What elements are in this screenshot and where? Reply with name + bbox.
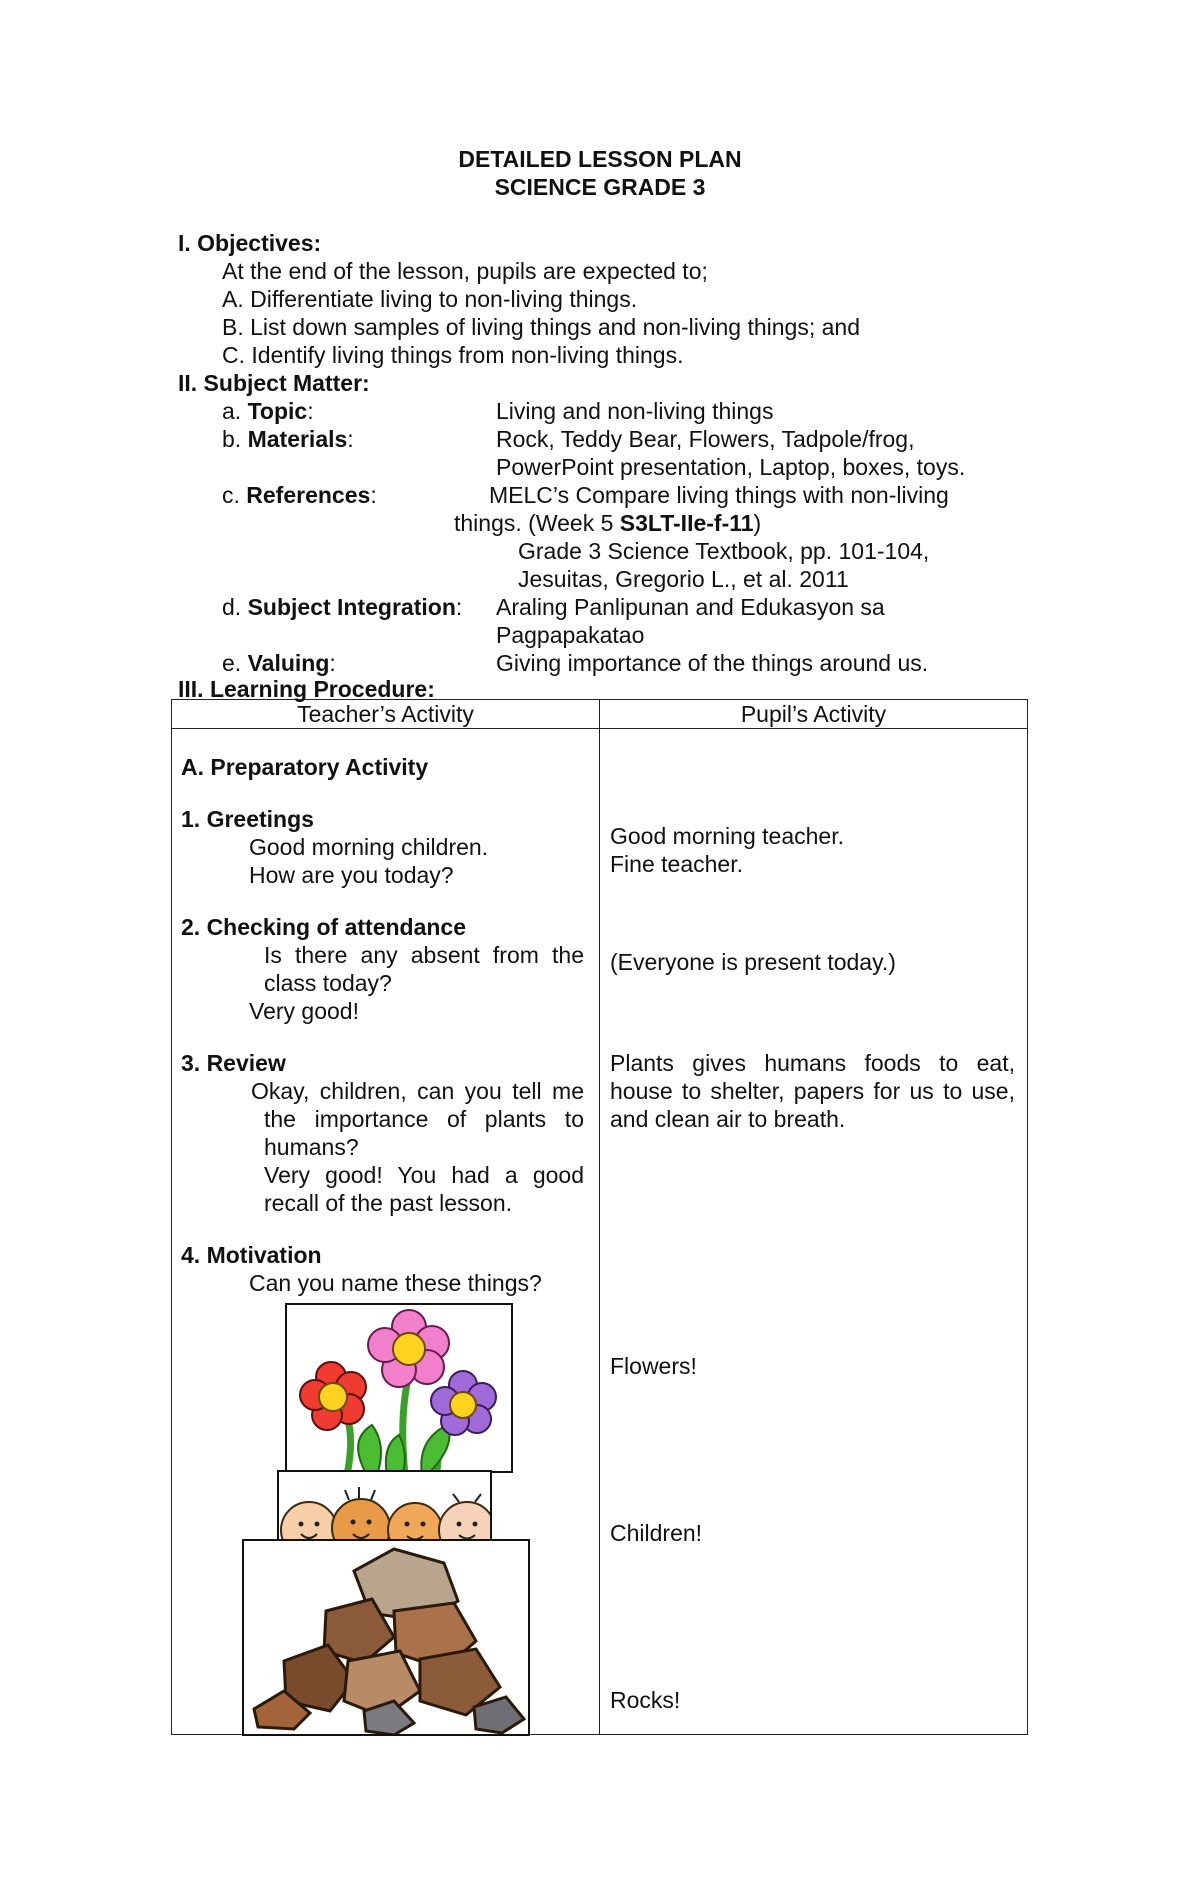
references-value: Jesuitas, Gregorio L., et al. 2011 bbox=[518, 566, 849, 592]
references-value: Grade 3 Science Textbook, pp. 101-104, bbox=[518, 538, 930, 564]
objectives-heading: I. Objectives: bbox=[178, 230, 322, 256]
valuing-value: Giving importance of the things around us. bbox=[496, 650, 929, 676]
pupil-answer: Flowers! bbox=[610, 1353, 697, 1379]
pupil-answer: Rocks! bbox=[610, 1687, 681, 1713]
teacher-line: class today? bbox=[264, 970, 392, 996]
flowers-image bbox=[285, 1303, 513, 1473]
teacher-column-header: Teacher’s Activity bbox=[297, 701, 474, 727]
motivation-heading: 4. Motivation bbox=[181, 1242, 322, 1268]
materials-value: Rock, Teddy Bear, Flowers, Tadpole/frog, bbox=[496, 426, 915, 452]
integration-label: d. Subject Integration: bbox=[222, 594, 463, 620]
procedure-table bbox=[171, 699, 1028, 1735]
teacher-line: Can you name these things? bbox=[249, 1270, 542, 1296]
teacher-line: humans? bbox=[264, 1134, 359, 1160]
teacher-line: How are you today? bbox=[249, 862, 454, 888]
children-image bbox=[277, 1470, 492, 1542]
greetings-heading: 1. Greetings bbox=[181, 806, 314, 832]
objective-item: A. Differentiate living to non-living things. bbox=[222, 286, 638, 312]
pupil-line: Plants gives humans foods to eat, bbox=[610, 1050, 1015, 1076]
teacher-line: Very good! bbox=[249, 998, 359, 1024]
section-preparatory: A. Preparatory Activity bbox=[181, 754, 429, 780]
materials-label: b. Materials: bbox=[222, 426, 354, 452]
teacher-line: Okay, children, can you tell me bbox=[251, 1078, 584, 1104]
pupil-column-header: Pupil’s Activity bbox=[740, 701, 887, 727]
subject-matter-heading: II. Subject Matter: bbox=[178, 370, 370, 396]
column-divider bbox=[599, 700, 600, 1734]
materials-value: PowerPoint presentation, Laptop, boxes, toys. bbox=[496, 454, 966, 480]
pupil-line: house to shelter, papers for us to use, bbox=[610, 1078, 1015, 1104]
teacher-line: the importance of plants to bbox=[264, 1106, 584, 1132]
integration-value: Araling Panlipunan and Edukasyon sa bbox=[496, 594, 885, 620]
attendance-heading: 2. Checking of attendance bbox=[181, 914, 467, 940]
rocks-image bbox=[242, 1539, 530, 1736]
references-value: things. (Week 5 S3LT-IIe-f-11) bbox=[454, 510, 762, 536]
pupil-answer: Children! bbox=[610, 1520, 703, 1546]
pupil-line: Fine teacher. bbox=[610, 851, 743, 877]
document-title: DETAILED LESSON PLAN bbox=[458, 146, 742, 172]
flowers-illustration bbox=[287, 1305, 513, 1473]
valuing-label: e. Valuing: bbox=[222, 650, 336, 676]
teacher-line: Is there any absent from the bbox=[264, 942, 584, 968]
objective-item: C. Identify living things from non-living things. bbox=[222, 342, 684, 368]
review-heading: 3. Review bbox=[181, 1050, 286, 1076]
topic-label: a. Topic: bbox=[222, 398, 314, 424]
topic-value: Living and non-living things bbox=[496, 398, 774, 424]
teacher-line: Good morning children. bbox=[249, 834, 489, 860]
procedure-heading: III. Learning Procedure: bbox=[178, 676, 435, 702]
references-label: c. References: bbox=[222, 482, 377, 508]
document-subtitle: SCIENCE GRADE 3 bbox=[494, 174, 706, 200]
pupil-line: and clean air to breath. bbox=[610, 1106, 846, 1132]
integration-value: Pagpapakatao bbox=[496, 622, 645, 648]
objective-item: B. List down samples of living things and non-living things; and bbox=[222, 314, 860, 340]
objectives-intro: At the end of the lesson, pupils are expected to; bbox=[222, 258, 708, 284]
pupil-line: (Everyone is present today.) bbox=[610, 949, 896, 975]
children-illustration bbox=[279, 1472, 492, 1542]
references-value: MELC’s Compare living things with non-living bbox=[489, 482, 949, 508]
teacher-line: recall of the past lesson. bbox=[264, 1190, 513, 1216]
pupil-line: Good morning teacher. bbox=[610, 823, 844, 849]
header-divider bbox=[172, 728, 1027, 729]
rocks-illustration bbox=[244, 1541, 530, 1736]
teacher-line: Very good! You had a good bbox=[264, 1162, 584, 1188]
